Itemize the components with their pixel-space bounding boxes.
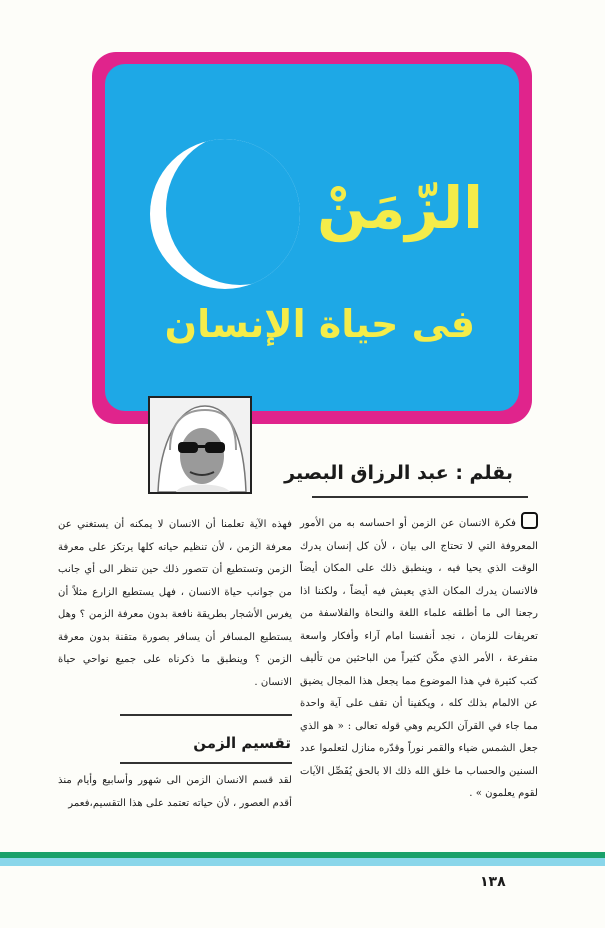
title-panel [105,64,519,411]
square-bullet-icon [521,512,538,529]
byline-divider [312,496,528,498]
article-title: الزّمَنْ [317,174,483,242]
section-divider-top [120,714,292,716]
author-portrait-icon [150,398,250,492]
article-text-right: فكرة الانسان عن الزمن أو احساسه به من الأمور المعروفة التي لا تحتاج الى بيان ، لأن كل إنسان يدرك الوقت الذي يحيا فيه ، وينطبق ذلك على المكان أيضاً فالانسان يدرك المكان الذي يعيش فيه أيضاً ، ولكننا اذا رجعنا الى ما أطلقه علماء اللغة والنحاة والفلاسفة من تعريفات للزمان ، نجد أنفسنا امام آراء وأفكار واسعة متفرعة ، الأمر الذي مكّن كثيراً من الباحثين من تأليف كتب كثيرة في هذا الموضوع مما يجعل هذا المجال يضيق عن الالمام بذلك كله ، ويكفينا أن نقف على آية واحدة مما جاء في القرآن الكريم وهي قوله تعالى : « هو الذي جعل الشمس ضياء والقمر نوراً وقدّره منازل لتعلموا عدد السنين والحساب ما خلق الله ذلك الا بالحق يُفَصِّل الآيات لقوم يعلمون » . [300,518,538,799]
footer-stripe-blue [0,858,605,866]
crescent-moon-icon [150,139,300,289]
article-subtitle: فى حياة الإنسان [164,302,475,346]
author-photo [148,396,252,494]
article-text-left: فهذه الآية تعلمنا أن الانسان لا يمكنه أن يستغني عن معرفة الزمن ، لأن تنظيم حياته كلها يرتكز على معرفة الزمن وتستطيع أن تتصور ذلك حين تنظر الى أي جانب من جوانب حياة الانسان ، فهل يستطيع الزارع مثلاً أن يغرس الأشجار بطريقة نافعة بدون معرفة الزمن ؟ وهل يستطيع المسافر أن يسافر بصورة متقنة بدون معرفة الزمن ؟ وينطبق ما ذكرناه على جميع نواحي حياة الانسان . [58,519,292,688]
section-text: لقد قسم الانسان الزمن الى شهور وأسابيع وأيام منذ أقدم العصور ، لأن حياته تعتمد على هذا التقسيم،فعمر [58,775,292,809]
article-column-right [300,512,538,806]
section-divider-bottom [120,762,292,764]
title-banner [92,52,532,424]
section-heading: تقسيم الزمن [193,734,291,752]
article-column-left-continued [58,770,292,815]
author-byline: بقلم : عبد الرزاق البصير [284,462,513,484]
page-number: ١٣٨ [480,874,506,890]
article-column-left [58,514,292,694]
